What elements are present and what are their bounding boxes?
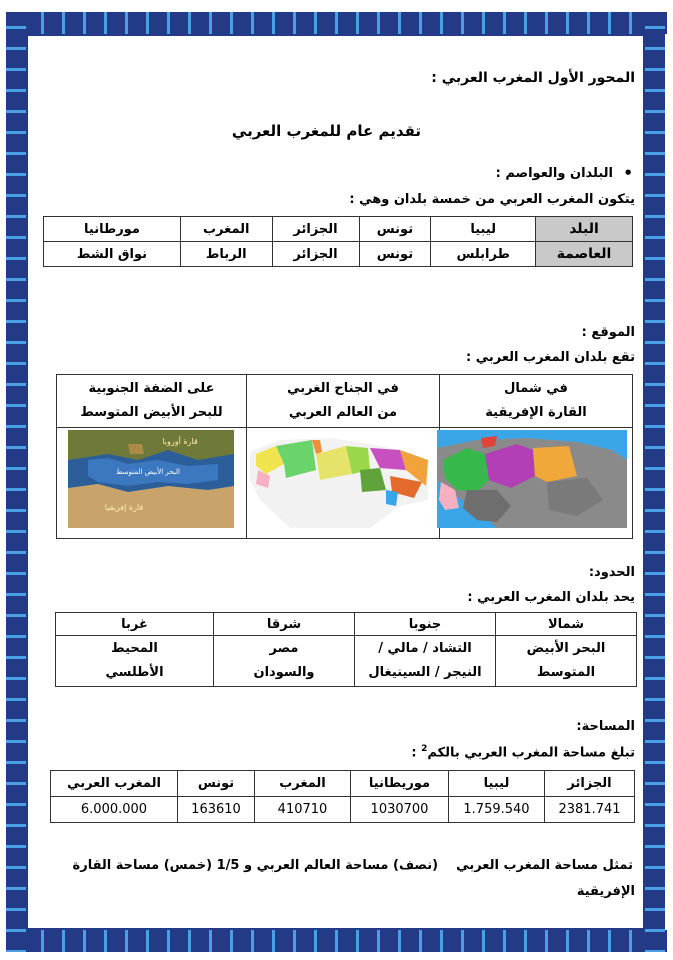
location-line: القارة الإفريقية xyxy=(485,405,587,420)
table-cell: الرباط xyxy=(180,242,272,267)
closing-line: الإفريقية xyxy=(576,884,635,899)
table-cell: شرقا xyxy=(214,613,355,636)
table-cell: نواق الشط xyxy=(44,242,181,267)
table-cell: 2381.741 xyxy=(545,797,635,823)
decorative-border-right xyxy=(645,12,665,952)
table-cell: المغرب العربي xyxy=(51,771,178,797)
table-cell: ليبيا xyxy=(431,217,536,242)
location-line: من العالم العربي xyxy=(288,405,398,420)
table-row xyxy=(56,636,637,687)
area-intro xyxy=(411,744,635,760)
area-table xyxy=(50,770,635,823)
arab-world-map xyxy=(250,430,428,528)
location-line: على الضفة الجنوبية xyxy=(88,381,215,396)
decorative-border-bottom xyxy=(6,930,667,952)
decorative-border-top xyxy=(6,12,667,34)
borders-intro: يحد بلدان المغرب العربي : xyxy=(467,590,635,605)
table-cell: الجزائر xyxy=(272,217,359,242)
table-cell: البلد xyxy=(536,217,633,242)
table-cell: جنوبا xyxy=(355,613,496,636)
border-line: الأطلسي xyxy=(105,665,164,680)
table-cell: تونس xyxy=(178,771,255,797)
table-cell xyxy=(355,636,496,687)
countries-intro: يتكون المغرب العربي من خمسة بلدان وهي : xyxy=(349,192,635,207)
border-line: المحيط xyxy=(111,641,158,656)
area-heading: المساحة: xyxy=(576,719,635,734)
table-cell xyxy=(56,636,214,687)
table-row xyxy=(56,613,637,636)
table-cell: الجزائر xyxy=(545,771,635,797)
table-cell: تونس xyxy=(359,242,431,267)
area-intro-text: تبلغ مساحة المغرب العربي بالكم xyxy=(427,745,635,761)
page-title: تقديم عام للمغرب العربي xyxy=(231,122,421,140)
map-label: قارة أوروبا xyxy=(162,437,198,446)
closing-line: تمثل مساحة المغرب العربي (نصف) مساحة العالم العربي و 1/5 (خمس) مساحة القارة xyxy=(72,858,633,873)
decorative-border-left xyxy=(6,12,26,952)
table-cell xyxy=(247,375,440,428)
table-row xyxy=(44,242,633,267)
table-cell: ليبيا xyxy=(449,771,545,797)
table-cell: الجزائر xyxy=(272,242,359,267)
table-cell: 410710 xyxy=(255,797,351,823)
table-cell: العاصمة xyxy=(536,242,633,267)
table-cell: المغرب xyxy=(255,771,351,797)
table-cell: 163610 xyxy=(178,797,255,823)
table-cell: غربا xyxy=(56,613,214,636)
borders-table xyxy=(55,612,637,687)
table-cell: طرابلس xyxy=(431,242,536,267)
table-cell: شمالا xyxy=(496,613,637,636)
area-superscript: 2 xyxy=(421,744,428,754)
countries-table xyxy=(43,216,633,267)
bullet-icon: • xyxy=(623,164,633,182)
location-intro: تقع بلدان المغرب العربي : xyxy=(465,350,635,365)
table-row xyxy=(44,217,633,242)
table-cell: 6.000.000 xyxy=(51,797,178,823)
table-cell: 1030700 xyxy=(351,797,449,823)
location-line: في شمال xyxy=(504,381,568,396)
table-row xyxy=(51,771,635,797)
table-cell xyxy=(440,375,633,428)
border-line: مصر xyxy=(269,641,299,656)
table-cell xyxy=(57,375,247,428)
table-cell: المغرب xyxy=(180,217,272,242)
axis-heading: المحور الأول المغرب العربي : xyxy=(431,70,635,86)
table-cell: موريطانيا xyxy=(351,771,449,797)
borders-heading: الحدود: xyxy=(588,565,635,580)
border-line: والسودان xyxy=(253,665,315,680)
table-cell: مورطانيا xyxy=(44,217,181,242)
table-cell: تونس xyxy=(359,217,431,242)
table-cell xyxy=(214,636,355,687)
border-line: التشاد / مالي / xyxy=(378,641,472,656)
countries-heading: البلدان والعواصم : xyxy=(495,166,613,181)
area-colon: : xyxy=(411,745,417,761)
location-line: للبحر الأبيض المتوسط xyxy=(80,405,223,420)
map-label: البحر الأبيض المتوسط xyxy=(116,468,180,476)
location-line: في الجناح الغربي xyxy=(287,381,399,396)
table-row xyxy=(57,375,633,428)
border-line: المتوسط xyxy=(536,665,596,680)
map-label: قارة إفريقيا xyxy=(104,503,144,512)
table-cell xyxy=(496,636,637,687)
location-heading: الموقع : xyxy=(581,325,635,340)
border-line: النيجر / السينيغال xyxy=(368,665,482,680)
table-cell: 1.759.540 xyxy=(449,797,545,823)
border-line: البحر الأبيض xyxy=(526,641,606,656)
mediterranean-map xyxy=(68,430,234,528)
table-row xyxy=(51,797,635,823)
africa-map xyxy=(437,430,627,528)
